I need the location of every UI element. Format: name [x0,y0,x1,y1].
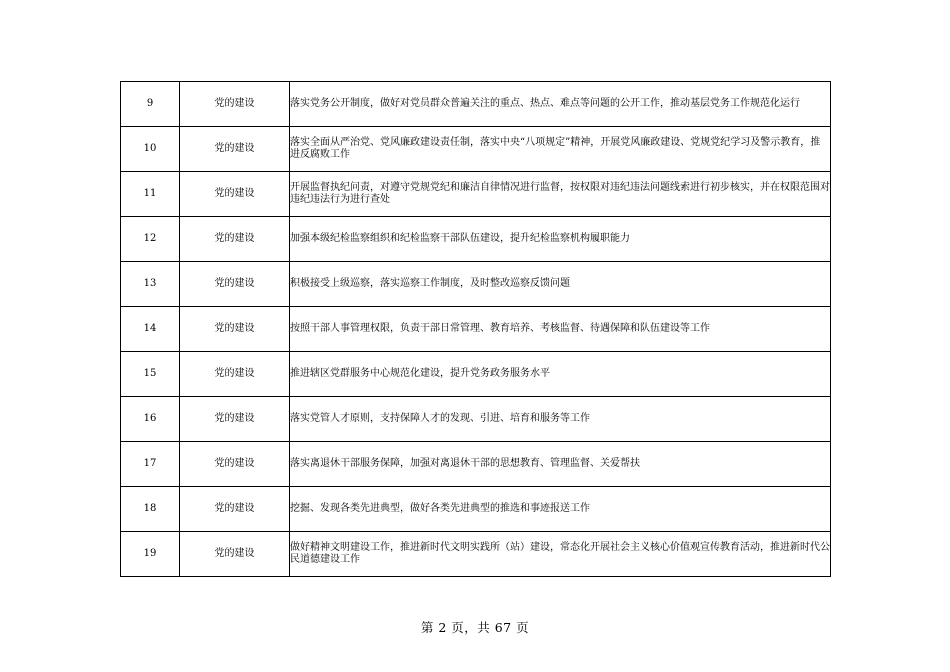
row-description: 挖掘、发现各类先进典型，做好各类先进典型的推选和事迹报送工作 [290,487,831,532]
table-row [121,262,831,307]
row-description: 按照干部人事管理权限，负责干部日常管理、教育培养、考核监督、待遇保障和队伍建设等工作 [290,307,831,352]
row-number: 9 [121,82,180,127]
row-category: 党的建设 [180,352,290,397]
row-description: 开展监督执纪问责，对遵守党规党纪和廉洁自律情况进行监督，按权限对违纪违法问题线索进行初步核实，并在权限范围对违纪违法行为进行查处 [290,172,831,217]
row-description: 做好精神文明建设工作，推进新时代文明实践所（站）建设，常态化开展社会主义核心价值观宣传教育活动，推进新时代公民道德建设工作 [290,532,831,577]
row-number: 13 [121,262,180,307]
row-category: 党的建设 [180,172,290,217]
table-row [121,82,831,127]
table-row [121,352,831,397]
table-row [121,217,831,262]
table-row [121,307,831,352]
page-footer: 第 2 页，共 67 页 [420,620,530,635]
row-description: 落实党务公开制度，做好对党员群众普遍关注的重点、热点、难点等问题的公开工作，推动基层党务工作规范化运行 [290,82,831,127]
table-row [121,127,831,172]
row-category: 党的建设 [180,307,290,352]
row-description: 推进辖区党群服务中心规范化建设，提升党务政务服务水平 [290,352,831,397]
row-number: 15 [121,352,180,397]
row-number: 16 [121,397,180,442]
row-category: 党的建设 [180,487,290,532]
row-category: 党的建设 [180,217,290,262]
row-number: 18 [121,487,180,532]
table-row [121,397,831,442]
row-description: 落实离退休干部服务保障，加强对离退休干部的思想教育、管理监督、关爱帮扶 [290,442,831,487]
row-number: 19 [121,532,180,577]
row-number: 14 [121,307,180,352]
table-row [121,442,831,487]
row-number: 10 [121,127,180,172]
row-number: 12 [121,217,180,262]
row-category: 党的建设 [180,397,290,442]
row-description: 落实全面从严治党、党风廉政建设责任制，落实中央“八项规定”精神，开展党风廉政建设、党规党纪学习及警示教育，推进反腐败工作 [290,127,831,172]
row-description: 加强本级纪检监察组织和纪检监察干部队伍建设，提升纪检监察机构履职能力 [290,217,831,262]
duty-table [120,81,831,577]
row-description: 积极接受上级巡察，落实巡察工作制度，及时整改巡察反馈问题 [290,262,831,307]
table-row [121,532,831,577]
row-category: 党的建设 [180,442,290,487]
table-row [121,172,831,217]
row-category: 党的建设 [180,127,290,172]
row-category: 党的建设 [180,262,290,307]
row-description: 落实党管人才原则，支持保障人才的发现、引进、培育和服务等工作 [290,397,831,442]
duty-table-body [121,82,831,577]
row-category: 党的建设 [180,82,290,127]
table-row [121,487,831,532]
row-category: 党的建设 [180,532,290,577]
row-number: 11 [121,172,180,217]
row-number: 17 [121,442,180,487]
